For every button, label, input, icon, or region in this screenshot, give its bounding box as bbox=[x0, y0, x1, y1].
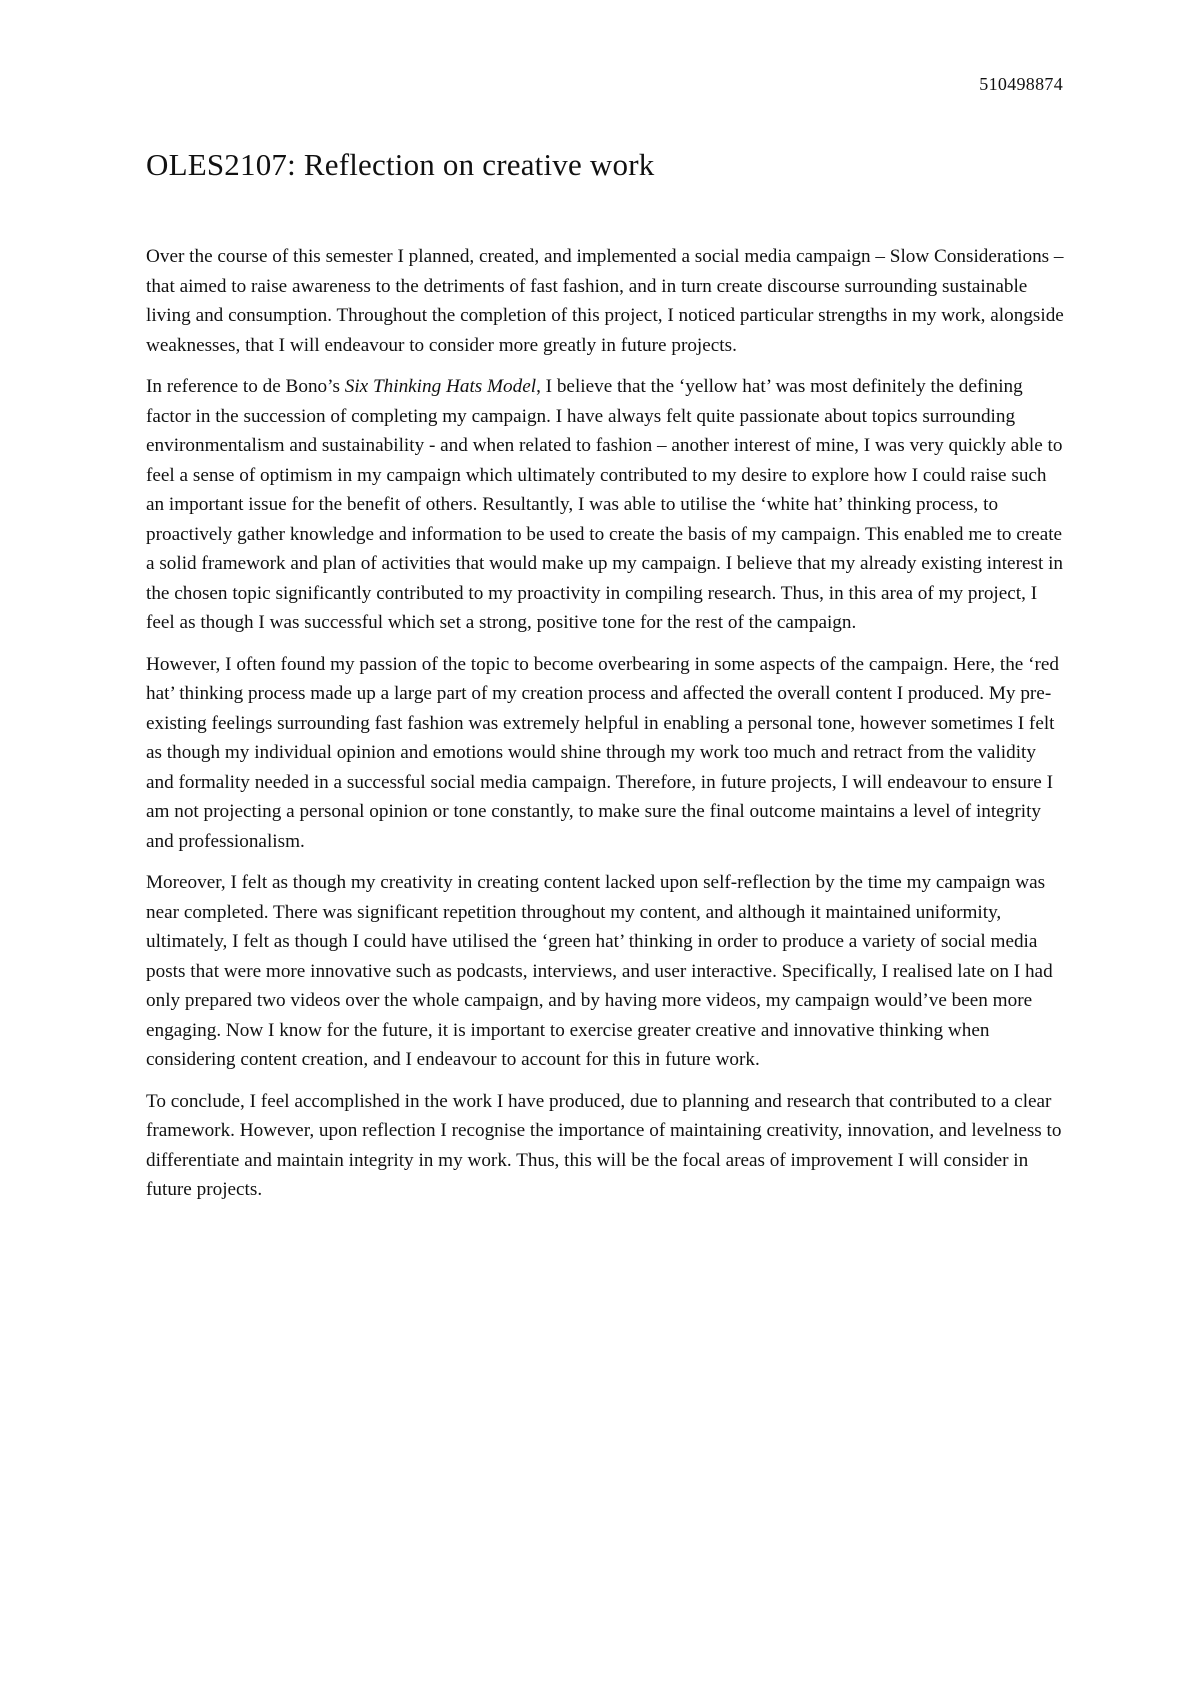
paragraph-red-hat: However, I often found my passion of the topic to become overbearing in some aspects of the campaign. Here, the ‘red hat’ thinking process made up a large part of my creation process and affected the overall content I produced. My pre-existing feelings surrounding fast fashion was extremely helpful in enabling a personal tone, however sometimes I felt as though my individual opinion and emotions would shine through my work too much and retract from the validity and formality needed in a successful social media campaign. Therefore, in future projects, I will endeavour to ensure I am not projecting a personal opinion or tone constantly, to make sure the final outcome maintains a level of integrity and professionalism. bbox=[146, 653, 1059, 852]
paragraph-text-end: , I believe that the ‘yellow hat’ was most definitely the defining factor in the succession of completing my campaign. I have always felt quite passionate about topics surrounding environmentalism and sustainability - and when related to fashion – another interest of mine, I was very quickly able to feel a sense of optimism in my campaign which ultimately contributed to my desire to explore how I could raise such an important issue for the benefit of others. Resultantly, I was able to utilise the ‘white hat’ thinking process, to proactively gather knowledge and information to be used to create the basis of my campaign. This enabled me to create a solid framework and plan of activities that would make up my campaign. I believe that my already existing interest in the chosen topic significantly contributed to my proactivity in compiling research. Thus, in this area of my project, I feel as though I was successful which set a strong, positive tone for the rest of the campaign. bbox=[146, 376, 1063, 633]
paragraph-text-start: In reference to de Bono’s bbox=[146, 376, 345, 397]
document-body bbox=[146, 242, 1066, 1217]
paragraph-conclusion: To conclude, I feel accomplished in the work I have produced, due to planning and research that contributed to a clear framework. However, upon reflection I recognise the importance of maintaining creativity, innovation, and levelness to differentiate and maintain integrity in my work. Thus, this will be the focal areas of improvement I will consider in future projects. bbox=[146, 1090, 1062, 1200]
paragraph-green-hat: Moreover, I felt as though my creativity in creating content lacked upon self-reflection by the time my campaign was near completed. There was significant repetition throughout my content, and although it maintained uniformity, ultimately, I felt as though I could have utilised the ‘green hat’ thinking in order to produce a variety of social media posts that were more innovative such as podcasts, interviews, and user interactive. Specifically, I realised late on I had only prepared two videos over the whole campaign, and by having more videos, my campaign would’ve been more engaging. Now I know for the future, it is important to exercise greater creative and innovative thinking when considering content creation, and I endeavour to account for this in future work. bbox=[146, 872, 1053, 1070]
student-id: 510498874 bbox=[979, 74, 1063, 94]
paragraph-introduction: Over the course of this semester I planned, created, and implemented a social media campaign – Slow Considerations – that aimed to raise awareness to the detriments of fast fashion, and in turn create discourse surrounding sustainable living and consumption. Throughout the completion of this project, I noticed particular strengths in my work, alongside weaknesses, that I will endeavour to consider more greatly in future projects. bbox=[146, 246, 1064, 356]
paragraph-yellow-white-hat bbox=[146, 372, 1066, 638]
document-title: OLES2107: Reflection on creative work bbox=[146, 147, 655, 182]
model-name-italic: Six Thinking Hats Model bbox=[344, 376, 537, 397]
